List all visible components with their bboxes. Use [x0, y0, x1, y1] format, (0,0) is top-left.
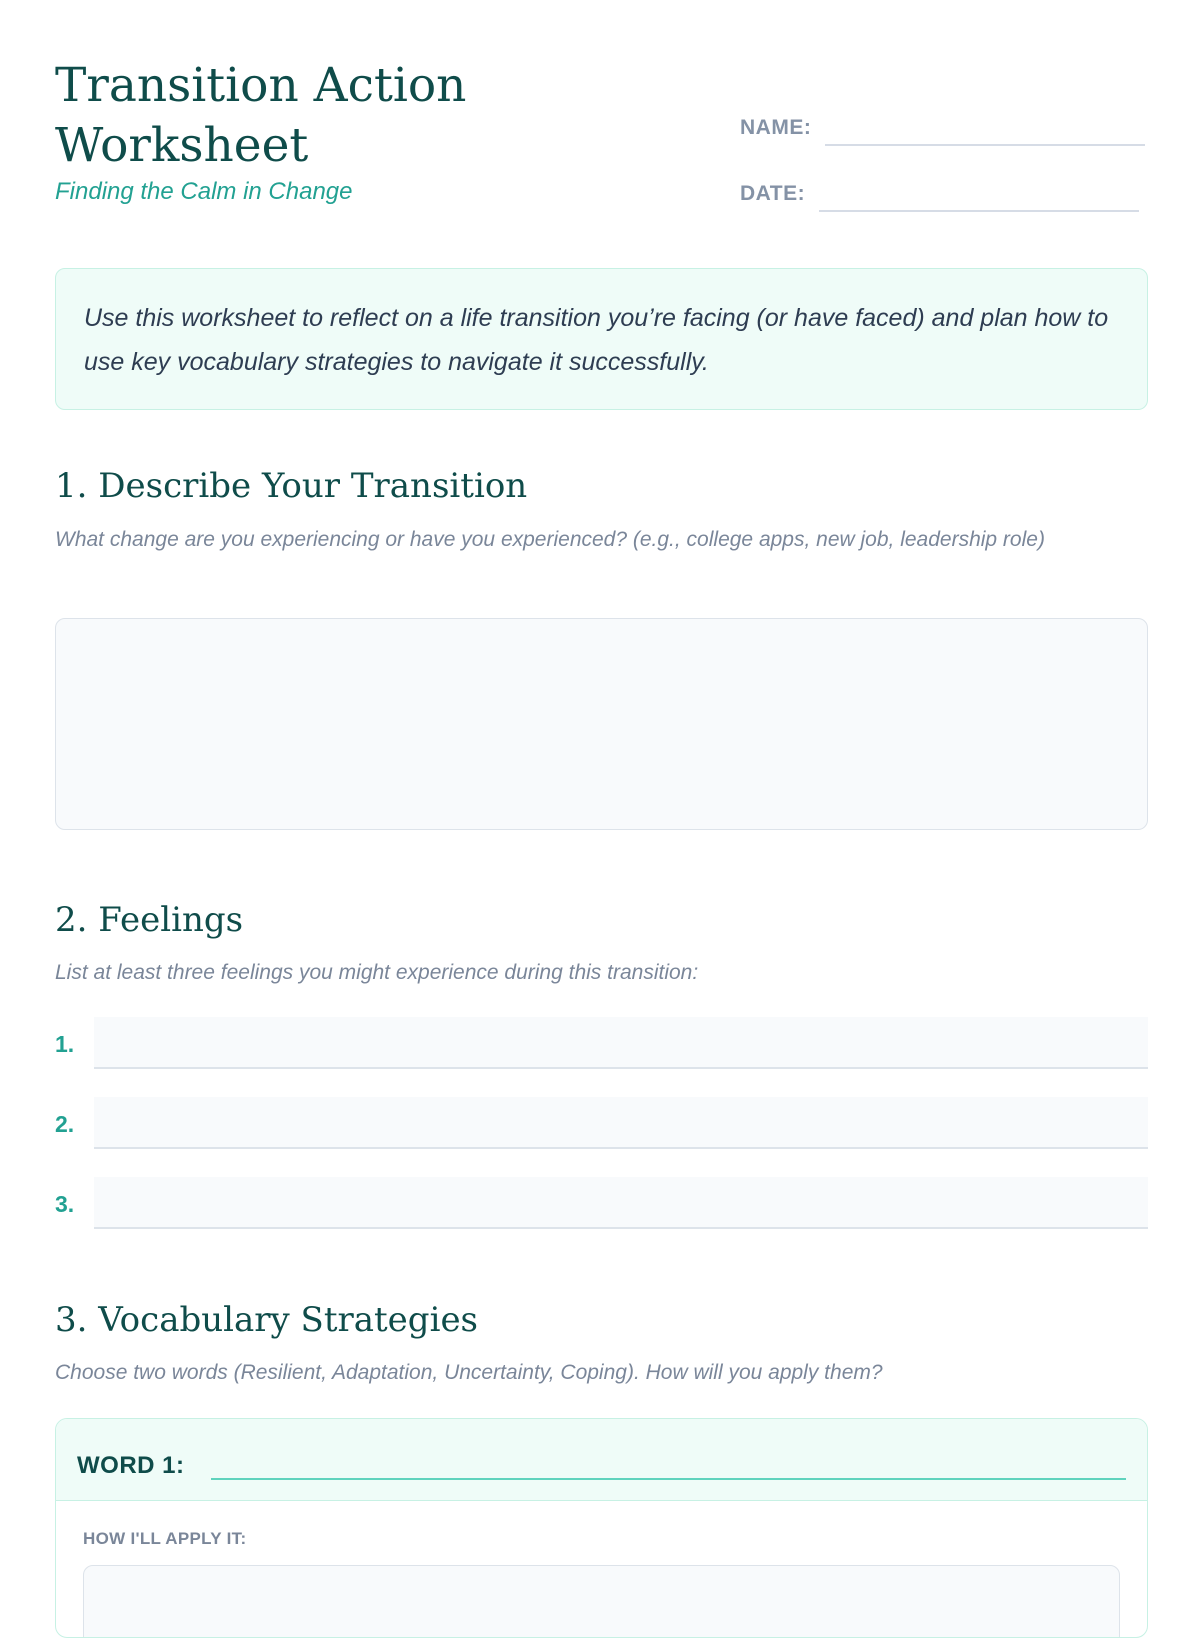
- page-subtitle: Finding the Calm in Change: [55, 178, 353, 205]
- name-label: NAME:: [740, 116, 812, 139]
- feeling-field-3[interactable]: [94, 1177, 1148, 1229]
- feeling-number: 1.: [55, 1031, 75, 1057]
- word-label: WORD 1:: [77, 1452, 185, 1479]
- section-1-hint: What change are you experiencing or have you experienced? (e.g., college apps, new job, leadership role): [55, 528, 1045, 551]
- date-row: [740, 176, 1139, 212]
- feeling-row: [55, 1017, 1148, 1071]
- page-title: Transition Action Worksheet: [55, 58, 467, 173]
- name-field[interactable]: [825, 110, 1145, 146]
- feeling-field-1[interactable]: [94, 1017, 1148, 1069]
- feeling-number: 2.: [55, 1111, 75, 1137]
- feeling-row: [55, 1097, 1148, 1151]
- feeling-field-2[interactable]: [94, 1097, 1148, 1149]
- section-3-title: 3. Vocabulary Strategies: [55, 1300, 479, 1340]
- word-card-header: [56, 1419, 1147, 1501]
- date-label: DATE:: [740, 182, 806, 205]
- section-1-title: 1. Describe Your Transition: [55, 466, 528, 506]
- apply-field[interactable]: [83, 1565, 1120, 1638]
- transition-description-field[interactable]: [55, 618, 1148, 830]
- word-card-1: [55, 1418, 1148, 1638]
- worksheet-page: [55, 0, 1148, 1548]
- name-row: [740, 110, 1145, 146]
- section-2-hint: List at least three feelings you might experience during this transition:: [55, 961, 699, 984]
- feeling-row: [55, 1177, 1148, 1231]
- section-2-title: 2. Feelings: [55, 900, 244, 940]
- date-field[interactable]: [819, 176, 1139, 212]
- section-3-hint: Choose two words (Resilient, Adaptation, Uncertainty, Coping). How will you apply them?: [55, 1361, 883, 1384]
- intro-text: Use this worksheet to reflect on a life transition you’re facing (or have faced) and plan how to use key vocabulary strategies to navigate it successfully.: [84, 304, 1109, 376]
- intro-box: [55, 268, 1148, 410]
- worksheet-header: [55, 0, 1148, 230]
- apply-label: HOW I'LL APPLY IT:: [83, 1529, 247, 1548]
- word-1-field[interactable]: [211, 1450, 1127, 1480]
- feeling-number: 3.: [55, 1191, 75, 1217]
